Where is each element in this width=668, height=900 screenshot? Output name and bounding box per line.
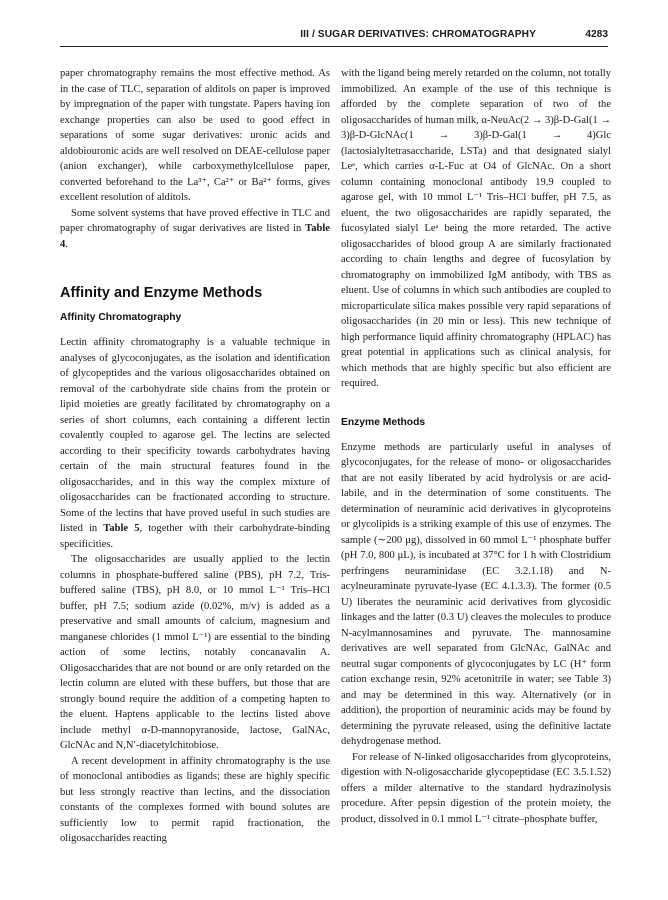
table-reference[interactable]: Table 4 xyxy=(60,223,330,250)
subsection-heading: Affinity Chromatography xyxy=(60,312,182,323)
paragraph: Some solvent systems that have proved effective in TLC and paper chromatography of sugar derivatives are listed in Table 4. xyxy=(60,207,330,250)
paragraph: Enzyme methods are particularly useful in analyses of glycoconjugates, for the release of mono- or oligosaccharides that are not easily liberated by acid hydrolysis or are acid-labile, and in the determination of some constituents. The determination of neuraminic acid derivatives in glycoproteins or glycolipids is a striking example of this use of enzymes. The sample (∼200 μg), dissolved in 60 mmol L⁻¹ phosphate buffer (pH 7.0, 800 μL), is incubated at 37°C for 1 h with Clostridium perfringens neuraminidase (EC 3.2.1.18) and N-acylneuraminate pyruvate-lyase (EC 4.1.3.3). The former (0.5 U) liberates the neuraminic acid derivatives from glycosidic linkages and the latter (0.3 U) cleaves the molecules to produce N-acylmannosamines and pyruvate. The mannosamine derivatives are well separated from GlcNAc, GalNAc and neutral sugar components of glycoconjugates by LC (H⁺ form cation exchange resin, 92% acetonitrile in water; see Table 3) and may be determined in this way. Alternatively (or in addition), the proportion of neuraminic acids may be found by determining the pyruvate released, using the definitive lactate dehydrogenase method. xyxy=(341,441,611,747)
running-header xyxy=(60,16,608,47)
section-heading: Affinity and Enzyme Methods xyxy=(60,285,263,301)
paragraph: The oligosaccharides are usually applied to the lectin columns in phosphate-buffered saline (PBS), pH 7.2, Tris-buffered saline (TBS), pH 8.0, or 10 mmol L⁻¹ Tris–HCl buffer, pH 7.5; sodium azide (0.02%, m/v) is added as a preservative and small amounts of calcium, magnesium and manganese chlorides (1 mmol L⁻¹) are essential to the binding action of some lectins, notably concanavalin A. Oligosaccharides that are not bound or are only retarded on the lectin column are eluted with these buffers, but those that are strongly bound require the addition of a competing hapten to the eluent. Haptens applicable to the lectins listed above include methyl α-D-mannopyranoside, lactose, GalNAc, GlcNAc and N,N′-diacetylchitobiose. xyxy=(60,554,330,751)
paragraph: A recent development in affinity chromatography is the use of monoclonal antibodies as ligands; these are highly specific but less strongly reactive than lectins, and the dissociation constants of the complexes formed with bound solutes are sufficiently low to permit rapid fractionation, the oligosaccharides reacting xyxy=(60,755,330,844)
paragraph: with the ligand being merely retarded on the column, not totally immobilized. An example of the use of this technique is afforded by the complete separation of two of the oligosaccharides of human milk, α-NeuAc(2 → 3)β-D-Gal(1 → 3)β-D-GlcNAc(1 → 3)β-D-Gal(1 → 4)Glc (lactosialyltetrasaccharide, LSTa) and that designated sialyl Leᵃ, which carries α-L-Fuc at O4 of GlcNAc. On a short column containing monoclonal antibody 19.9 coupled to agarose gel, with 10 mmol L⁻¹ Tris–HCl buffer, pH 7.5, as eluent, the two oligosaccharides are rapidly separated, the fucosylated sialyl Leᵃ being the more retarded. The active oligosaccharides of blood group A are similarly fractionated according to chain lengths and degree of fucosylation by chromatography on immobilized IgM antibody, with TBS as eluent. Use of columns in which such antibodies are coupled to microparticulate silica makes possible very rapid separations of oligosaccharides (in 20 min or less). This new technique of high performance liquid affinity chromatography (HPLAC) has great potential in applications such as clinical analysis, for which methods that are highly specific but also efficient are required. xyxy=(341,68,611,389)
paragraph: For release of N-linked oligosaccharides from glycoproteins, digestion with N-oligosaccharide glycopeptidase (EC 3.5.1.52) offers a milder alternative to the standard hydrazinolysis procedure. After pepsin digestion of the protein moiety, the product, dissolved in 0.1 mmol L⁻¹ citrate–phosphate buffer, xyxy=(341,751,611,825)
page-number: 4283 xyxy=(585,29,608,40)
subsection-heading: Enzyme Methods xyxy=(341,416,426,428)
running-title: III / SUGAR DERIVATIVES: CHROMATOGRAPHY xyxy=(300,29,536,40)
paragraph: paper chromatography remains the most effective method. As in the case of TLC, separation of alditols on paper is improved by impregnation of the paper with tungstate. Papers having ion exchange properties can also be used to good effect in separations of some sugar derivatives: uronic acids and aldobiouronic acids are well resolved on DEAE-cellulose paper (anion exchanger), while carboxymethylcellulose paper, converted beforehand to the La³⁺, Ca²⁺ or Ba²⁺ forms, gives excellent resolution of alditols. xyxy=(60,68,330,203)
left-column xyxy=(60,66,330,847)
right-column xyxy=(341,66,611,827)
table-reference[interactable]: Table 5 xyxy=(103,523,140,534)
paragraph: Lectin affinity chromatography is a valuable technique in analyses of glycoconjugates, as the isolation and identification of glycopeptides and the various oligosaccharides obtained on removal of the carbohydrate side chains from the protein or lipid moieties are greatly facilitated by chromatography on a series of short columns, each containing a different lectin covalently coupled to agarose gel. The lectins are selected according to their specificity towards carbohydrates having certain of the main structural features found in the oligosaccharides, and in this way the complex mixture of oligosaccharides can be fractionated according to structure. Some of the lectins that have proved useful in such studies are listed in Table 5, together with their carbohydrate-binding specificities. xyxy=(60,337,330,550)
